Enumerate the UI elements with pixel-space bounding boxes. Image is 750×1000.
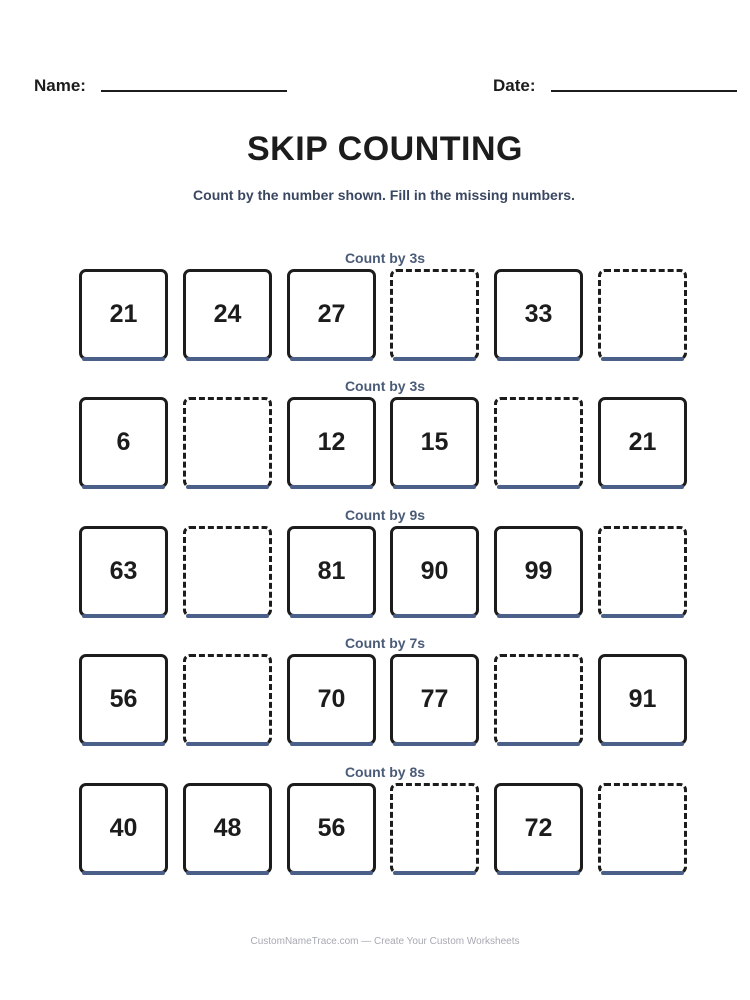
box-underline [393, 871, 476, 875]
number-box: 21 [598, 397, 687, 488]
box-underline [393, 485, 476, 489]
box-underline [290, 357, 373, 361]
blank-answer-box[interactable] [183, 654, 272, 745]
number-box: 90 [390, 526, 479, 617]
row-label: Count by 9s [344, 507, 426, 523]
box-underline [290, 614, 373, 618]
box-underline [186, 357, 269, 361]
box-underline [497, 614, 580, 618]
row-label: Count by 3s [344, 378, 426, 394]
box-underline [290, 871, 373, 875]
row-label: Count by 7s [344, 635, 426, 651]
number-boxes [79, 397, 699, 493]
box-underline [186, 742, 269, 746]
instructions: Count by the number shown. Fill in the missing numbers. [193, 187, 575, 203]
blank-answer-box[interactable] [183, 526, 272, 617]
page-title: SKIP COUNTING [246, 130, 523, 168]
box-underline [393, 742, 476, 746]
name-label: Name: [34, 76, 86, 95]
box-underline [82, 871, 165, 875]
number-boxes [79, 783, 699, 879]
box-underline [497, 357, 580, 361]
box-underline [601, 742, 684, 746]
number-boxes [79, 654, 699, 750]
blank-answer-box[interactable] [494, 654, 583, 745]
blank-answer-box[interactable] [598, 269, 687, 360]
number-box: 56 [287, 783, 376, 874]
box-underline [186, 614, 269, 618]
header-row [0, 76, 750, 98]
number-box: 48 [183, 783, 272, 874]
number-box: 40 [79, 783, 168, 874]
box-underline [393, 357, 476, 361]
number-box: 6 [79, 397, 168, 488]
number-box: 15 [390, 397, 479, 488]
number-box: 72 [494, 783, 583, 874]
number-box: 70 [287, 654, 376, 745]
number-boxes [79, 526, 699, 622]
number-box: 63 [79, 526, 168, 617]
blank-answer-box[interactable] [598, 526, 687, 617]
blank-answer-box[interactable] [494, 397, 583, 488]
box-underline [290, 742, 373, 746]
number-box: 99 [494, 526, 583, 617]
box-underline [290, 485, 373, 489]
date-label: Date: [493, 76, 536, 95]
footer-text: CustomNameTrace.com — Create Your Custom Worksheets [250, 936, 520, 947]
blank-answer-box[interactable] [598, 783, 687, 874]
box-underline [186, 485, 269, 489]
number-box: 12 [287, 397, 376, 488]
number-box: 24 [183, 269, 272, 360]
number-boxes [79, 269, 699, 365]
box-underline [186, 871, 269, 875]
date-field[interactable] [551, 90, 737, 92]
box-underline [497, 485, 580, 489]
box-underline [497, 742, 580, 746]
number-box: 77 [390, 654, 479, 745]
box-underline [82, 485, 165, 489]
number-box: 27 [287, 269, 376, 360]
row-label: Count by 8s [344, 764, 426, 780]
number-box: 81 [287, 526, 376, 617]
number-box: 91 [598, 654, 687, 745]
box-underline [393, 614, 476, 618]
box-underline [601, 357, 684, 361]
number-box: 56 [79, 654, 168, 745]
blank-answer-box[interactable] [183, 397, 272, 488]
blank-answer-box[interactable] [390, 783, 479, 874]
box-underline [601, 871, 684, 875]
box-underline [497, 871, 580, 875]
box-underline [82, 614, 165, 618]
name-field[interactable] [101, 90, 287, 92]
blank-answer-box[interactable] [390, 269, 479, 360]
box-underline [82, 742, 165, 746]
number-box: 33 [494, 269, 583, 360]
row-label: Count by 3s [344, 250, 426, 266]
box-underline [601, 614, 684, 618]
box-underline [82, 357, 165, 361]
number-box: 21 [79, 269, 168, 360]
box-underline [601, 485, 684, 489]
